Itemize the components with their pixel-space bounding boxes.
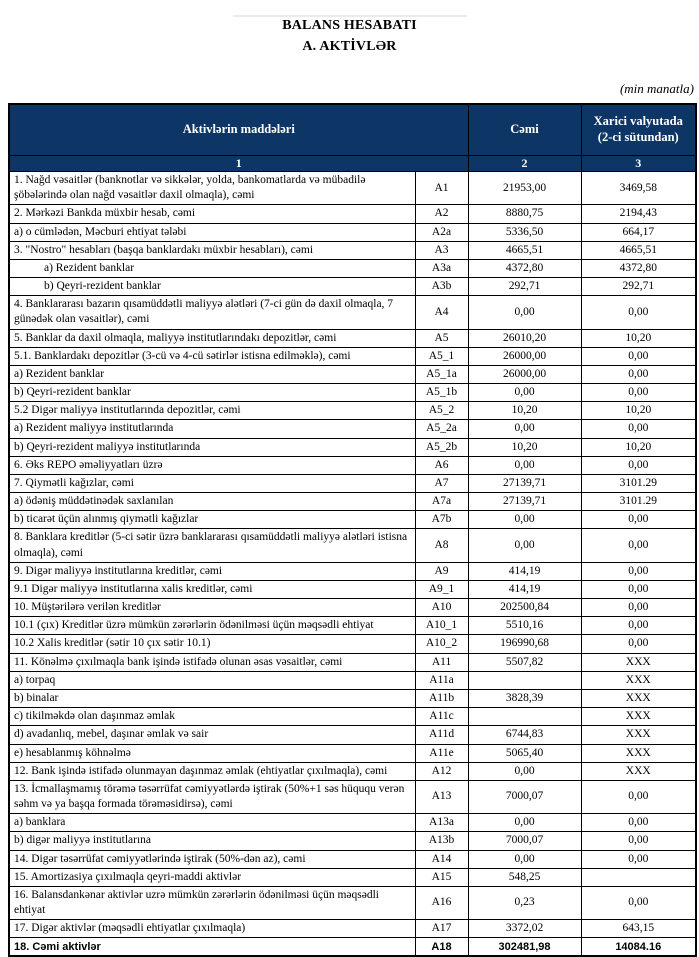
foreign-value-cell: [581, 868, 696, 886]
item-code-cell: A7b: [415, 511, 468, 529]
foreign-value-cell: XXX: [581, 744, 696, 762]
item-code-cell: A5_2: [415, 402, 468, 420]
foreign-value-cell: 0,00: [581, 886, 696, 919]
item-label-cell: 15. Amortizasiya çıxılmaqla qeyri-maddi aktivlər: [9, 868, 415, 886]
total-value-cell: 414,19: [468, 562, 581, 580]
total-value-cell: 0,00: [468, 511, 581, 529]
header-cell-items: Aktivlərin maddələri: [9, 104, 468, 156]
table-row: [9, 599, 696, 617]
table-row: [9, 653, 696, 671]
item-label-cell: 13. İcmallaşmamış törəmə təsərrüfat cəmiyyətlərdə iştirak (50%+1 səs hüququ verən səhm və ya başqa formada törəməsidirsə), cəmi: [9, 780, 415, 813]
table-row: [9, 365, 696, 383]
table-row: [9, 850, 696, 868]
foreign-value-cell: 0,00: [581, 384, 696, 402]
item-code-cell: A5_2a: [415, 420, 468, 438]
foreign-value-cell: XXX: [581, 726, 696, 744]
table-header: [9, 104, 696, 172]
total-value-cell: 0,00: [468, 384, 581, 402]
table-row: [9, 726, 696, 744]
total-value-cell: 0,23: [468, 886, 581, 919]
total-value-cell: 0,00: [468, 762, 581, 780]
item-code-cell: A7: [415, 474, 468, 492]
page-title-line1: BALANS HESABATI: [282, 18, 417, 33]
item-label-cell: 10.1 (çıx) Kreditlər üzrə mümkün zərərlərin ödənilməsi üçün məqsədli ehtiyat: [9, 617, 415, 635]
foreign-value-cell: 0,00: [581, 347, 696, 365]
item-code-cell: A5_1a: [415, 365, 468, 383]
item-label-cell: 5. Banklar da daxil olmaqla, maliyyə institutlarındakı depozitlər, cəmi: [9, 329, 415, 347]
item-code-cell: A1: [415, 172, 468, 205]
total-value-cell: 4372,80: [468, 259, 581, 277]
total-value-cell: 292,71: [468, 278, 581, 296]
foreign-value-cell: XXX: [581, 708, 696, 726]
item-code-cell: A16: [415, 886, 468, 919]
table-row: [9, 259, 696, 277]
item-label-cell: a) Rezident banklar: [9, 365, 415, 383]
foreign-value-cell: 0,00: [581, 617, 696, 635]
page-title-line2: A. AKTİVLƏR: [302, 39, 397, 54]
foreign-value-cell: 643,15: [581, 920, 696, 938]
item-code-cell: A18: [415, 938, 468, 957]
column-number-2: 2: [468, 156, 581, 172]
foreign-value-cell: 0,00: [581, 814, 696, 832]
item-code-cell: A5_1b: [415, 384, 468, 402]
foreign-value-cell: 0,00: [581, 562, 696, 580]
header-cell-foreign: Xarici valyutada (2-ci sütundan): [581, 104, 696, 156]
foreign-value-cell: 0,00: [581, 780, 696, 813]
foreign-value-cell: 10,20: [581, 402, 696, 420]
column-number-1: 1: [9, 156, 468, 172]
table-row: [9, 580, 696, 598]
item-code-cell: A11a: [415, 671, 468, 689]
item-label-cell: c) tikilməkdə olan daşınmaz əmlak: [9, 708, 415, 726]
total-value-cell: 202500,84: [468, 599, 581, 617]
item-label-cell: 3. "Nostro" hesabları (başqa banklardakı müxbir hesabları), cəmi: [9, 241, 415, 259]
total-value-cell: 0,00: [468, 529, 581, 562]
total-value-cell: 21953,00: [468, 172, 581, 205]
item-code-cell: A5: [415, 329, 468, 347]
item-code-cell: A13b: [415, 832, 468, 850]
total-value-cell: 0,00: [468, 814, 581, 832]
total-value-cell: 4665,51: [468, 241, 581, 259]
item-label-cell: 10.2 Xalis kreditlər (sətir 10 çıx sətir 10.1): [9, 635, 415, 653]
foreign-value-cell: 664,17: [581, 223, 696, 241]
total-value-cell: 0,00: [468, 850, 581, 868]
foreign-value-cell: 0,00: [581, 296, 696, 329]
item-code-cell: A3a: [415, 259, 468, 277]
foreign-value-cell: 4665,51: [581, 241, 696, 259]
item-code-cell: A9: [415, 562, 468, 580]
total-value-cell: 26000,00: [468, 347, 581, 365]
total-value-cell: 27139,71: [468, 493, 581, 511]
foreign-value-cell: 10,20: [581, 329, 696, 347]
table-body: [9, 172, 696, 957]
table-row: [9, 474, 696, 492]
total-value-cell: [468, 708, 581, 726]
page-edge-artifact: [233, 15, 467, 17]
total-value-cell: 10,20: [468, 438, 581, 456]
foreign-value-cell: 0,00: [581, 511, 696, 529]
page-title: [0, 15, 699, 57]
item-label-cell: e) hesablanmış köhnəlmə: [9, 744, 415, 762]
item-code-cell: A11d: [415, 726, 468, 744]
total-value-cell: 414,19: [468, 580, 581, 598]
table-row: [9, 617, 696, 635]
header-cell-total: Cəmi: [468, 104, 581, 156]
item-label-cell: 1. Nağd vəsaitlər (banknotlar və sikkələr, yolda, bankomatlarda və mübadilə şöbələrində olan nağd vəsaitlər daxil olmaqla), cəmi: [9, 172, 415, 205]
table-row: [9, 920, 696, 938]
table-row: [9, 832, 696, 850]
total-value-cell: 10,20: [468, 402, 581, 420]
item-code-cell: A5_2b: [415, 438, 468, 456]
foreign-value-cell: 3101.29: [581, 493, 696, 511]
table-row: [9, 493, 696, 511]
item-label-cell: b) digər maliyyə institutlarına: [9, 832, 415, 850]
item-code-cell: A11b: [415, 689, 468, 707]
foreign-value-cell: 0,00: [581, 832, 696, 850]
item-label-cell: b) binalar: [9, 689, 415, 707]
table-row: [9, 780, 696, 813]
total-value-cell: 7000,07: [468, 832, 581, 850]
total-value-cell: 26000,00: [468, 365, 581, 383]
item-code-cell: A13a: [415, 814, 468, 832]
table-row: [9, 456, 696, 474]
table-row: [9, 402, 696, 420]
table-row: [9, 347, 696, 365]
item-code-cell: A2a: [415, 223, 468, 241]
item-label-cell: 12. Bank işində istifadə olunmayan daşınmaz əmlak (ehtiyatlar çıxılmaqla), cəmi: [9, 762, 415, 780]
item-code-cell: A6: [415, 456, 468, 474]
total-value-cell: 8880,75: [468, 205, 581, 223]
item-label-cell: b) Qeyri-rezident banklar: [9, 384, 415, 402]
item-label-cell: 16. Balansdankənar aktivlər uzrə mümkün zərərlərin ödənilməsi üçün məqsədli ehtiyat: [9, 886, 415, 919]
item-code-cell: A17: [415, 920, 468, 938]
total-value-cell: 196990,68: [468, 635, 581, 653]
item-label-cell: 10. Müştərilərə verilən kreditlər: [9, 599, 415, 617]
foreign-value-cell: 0,00: [581, 365, 696, 383]
table-row: [9, 223, 696, 241]
total-value-cell: [468, 671, 581, 689]
item-label-cell: 14. Digər təsərrüfat cəmiyyətlərində iştirak (50%-dən az), cəmi: [9, 850, 415, 868]
foreign-value-cell: XXX: [581, 671, 696, 689]
table-row: [9, 868, 696, 886]
item-code-cell: A11c: [415, 708, 468, 726]
total-value-cell: 0,00: [468, 456, 581, 474]
item-code-cell: A10_1: [415, 617, 468, 635]
total-value-cell: 5065,40: [468, 744, 581, 762]
foreign-value-cell: 0,00: [581, 635, 696, 653]
item-label-cell: b) Qeyri-rezident maliyyə institutlarında: [9, 438, 415, 456]
item-code-cell: A3b: [415, 278, 468, 296]
item-label-cell: 6. Əks REPO əməliyyatları üzrə: [9, 456, 415, 474]
table-row: [9, 635, 696, 653]
item-code-cell: A11: [415, 653, 468, 671]
total-value-cell: 5510,16: [468, 617, 581, 635]
table-row: [9, 241, 696, 259]
foreign-value-cell: 3101.29: [581, 474, 696, 492]
foreign-value-cell: 10,20: [581, 438, 696, 456]
table-row: [9, 384, 696, 402]
table-row: [9, 938, 696, 957]
table-row: [9, 562, 696, 580]
item-code-cell: A14: [415, 850, 468, 868]
item-code-cell: A15: [415, 868, 468, 886]
item-label-cell: 2. Mərkəzi Bankda müxbir hesab, cəmi: [9, 205, 415, 223]
item-label-cell: 5.1. Banklardakı depozitlər (3-cü və 4-cü sətirlər istisna edilməklə), cəmi: [9, 347, 415, 365]
table-row: [9, 708, 696, 726]
item-label-cell: a) o cümlədən, Məcburi ehtiyat tələbi: [9, 223, 415, 241]
table-row: [9, 329, 696, 347]
item-label-cell: a) torpaq: [9, 671, 415, 689]
total-value-cell: 26010,20: [468, 329, 581, 347]
table-row: [9, 296, 696, 329]
unit-note: (min manatla): [619, 81, 694, 96]
table-row: [9, 671, 696, 689]
table-row: [9, 529, 696, 562]
header-row: [9, 104, 696, 156]
item-label-cell: 9.1 Digər maliyyə institutlarına xalis kreditlər, cəmi: [9, 580, 415, 598]
item-code-cell: A13: [415, 780, 468, 813]
item-code-cell: A5_1: [415, 347, 468, 365]
foreign-value-cell: 2194,43: [581, 205, 696, 223]
total-value-cell: 548,25: [468, 868, 581, 886]
table-row: [9, 511, 696, 529]
table-row: [9, 278, 696, 296]
item-label-cell: 7. Qiymətli kağızlar, cəmi: [9, 474, 415, 492]
foreign-value-cell: 0,00: [581, 456, 696, 474]
table-row: [9, 420, 696, 438]
total-value-cell: 3372,02: [468, 920, 581, 938]
item-code-cell: A11e: [415, 744, 468, 762]
item-label-cell: b) ticarət üçün alınmış qiymətli kağızlar: [9, 511, 415, 529]
item-code-cell: A3: [415, 241, 468, 259]
item-code-cell: A10: [415, 599, 468, 617]
item-code-cell: A7a: [415, 493, 468, 511]
item-label-cell: a) Rezident banklar: [9, 259, 415, 277]
foreign-value-cell: XXX: [581, 762, 696, 780]
balance-table: [8, 103, 697, 957]
item-code-cell: A2: [415, 205, 468, 223]
foreign-value-cell: 0,00: [581, 420, 696, 438]
total-value-cell: 0,00: [468, 296, 581, 329]
item-label-cell: 18. Cəmi aktivlər: [9, 938, 415, 957]
table-row: [9, 172, 696, 205]
item-code-cell: A12: [415, 762, 468, 780]
foreign-value-cell: 0,00: [581, 529, 696, 562]
total-value-cell: 302481,98: [468, 938, 581, 957]
total-value-cell: 7000,07: [468, 780, 581, 813]
total-value-cell: 5507,82: [468, 653, 581, 671]
item-code-cell: A4: [415, 296, 468, 329]
foreign-value-cell: 0,00: [581, 599, 696, 617]
total-value-cell: 5336,50: [468, 223, 581, 241]
table-row: [9, 205, 696, 223]
item-label-cell: b) Qeyri-rezident banklar: [9, 278, 415, 296]
item-code-cell: A10_2: [415, 635, 468, 653]
table-row: [9, 438, 696, 456]
total-value-cell: 3828,39: [468, 689, 581, 707]
item-code-cell: A8: [415, 529, 468, 562]
item-label-cell: d) avadanlıq, mebel, daşınar əmlak və sair: [9, 726, 415, 744]
table-row: [9, 689, 696, 707]
item-label-cell: 9. Digər maliyyə institutlarına kreditlər, cəmi: [9, 562, 415, 580]
foreign-value-cell: 0,00: [581, 580, 696, 598]
foreign-value-cell: XXX: [581, 653, 696, 671]
table-row: [9, 762, 696, 780]
foreign-value-cell: 292,71: [581, 278, 696, 296]
table-row: [9, 744, 696, 762]
table-row: [9, 886, 696, 919]
total-value-cell: 0,00: [468, 420, 581, 438]
foreign-value-cell: 3469,58: [581, 172, 696, 205]
item-label-cell: 8. Banklara kreditlər (5-ci sətir üzrə banklararası qısamüddətli maliyyə alətləri istisna olmaqla), cəmi: [9, 529, 415, 562]
column-number-3: 3: [581, 156, 696, 172]
item-label-cell: 11. Könəlmə çıxılmaqla bank işində istifadə olunan əsas vəsaitlər, cəmi: [9, 653, 415, 671]
table-row: [9, 814, 696, 832]
foreign-value-cell: 0,00: [581, 850, 696, 868]
total-value-cell: 6744,83: [468, 726, 581, 744]
item-label-cell: a) banklara: [9, 814, 415, 832]
item-label-cell: 5.2 Digər maliyyə institutlarında depozitlər, cəmi: [9, 402, 415, 420]
column-number-row: [9, 156, 696, 172]
item-label-cell: 4. Banklararası bazarın qısamüddətli maliyyə alətləri (7-ci gün də daxil olmaqla, 7 günədək olan vəsaitlər), cəmi: [9, 296, 415, 329]
item-code-cell: A9_1: [415, 580, 468, 598]
total-value-cell: 27139,71: [468, 474, 581, 492]
item-label-cell: 17. Digər aktivlər (məqsədli ehtiyatlar çıxılmaqla): [9, 920, 415, 938]
foreign-value-cell: XXX: [581, 689, 696, 707]
foreign-value-cell: 14084.16: [581, 938, 696, 957]
foreign-value-cell: 4372,80: [581, 259, 696, 277]
item-label-cell: a) Rezident maliyyə institutlarında: [9, 420, 415, 438]
item-label-cell: a) ödəniş müddətinədək saxlanılan: [9, 493, 415, 511]
